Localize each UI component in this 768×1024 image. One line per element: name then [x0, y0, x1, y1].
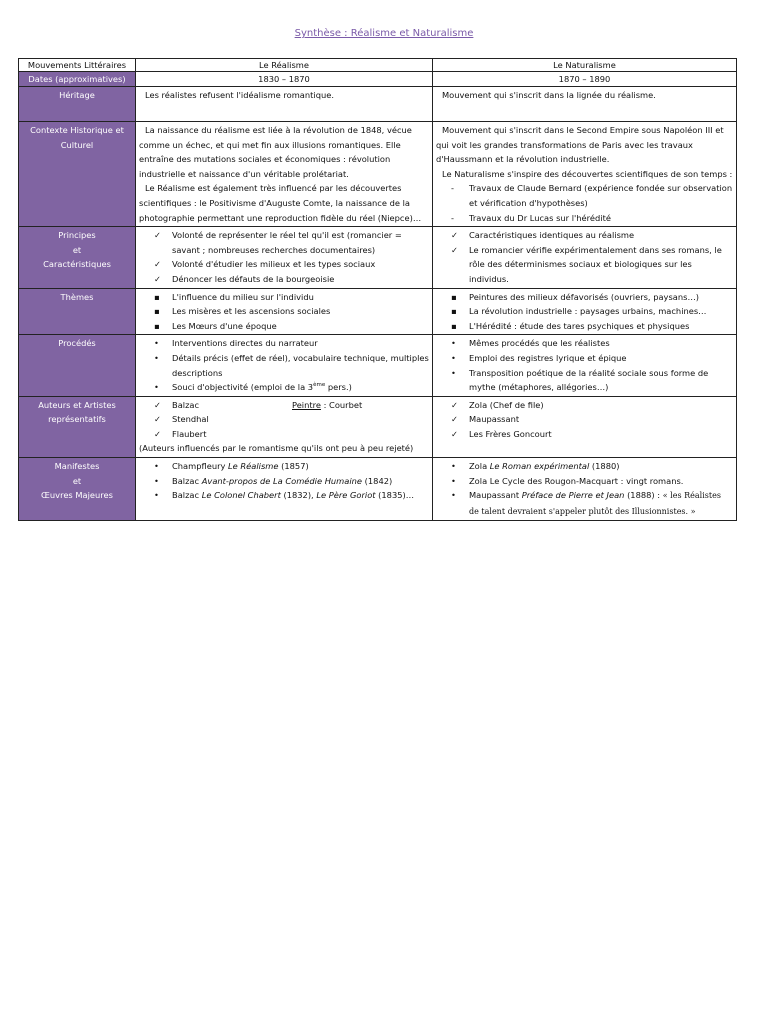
- header-realisme: Le Réalisme: [136, 59, 433, 72]
- check-icon: ✓: [154, 230, 161, 241]
- bullet-icon: ▪: [451, 320, 457, 331]
- synthesis-table: [18, 58, 737, 521]
- dash-marker: -: [451, 212, 454, 223]
- list-item: ✓ Volonté de représenter le réel tel qu'il est (romancier = savant ; nombreuses recherches documentaires): [154, 230, 402, 255]
- bullet-icon: ▪: [451, 306, 457, 317]
- list-item: ▪ Peintures des milieux défavorisés (ouvriers, paysans…): [436, 290, 733, 305]
- list-item: • Champfleury Le Réalisme (1857): [139, 459, 429, 474]
- bullet-icon: •: [451, 490, 456, 501]
- bullet-icon: •: [154, 490, 159, 501]
- illusionnistes-quote: « les Réalistes de talent devraient s'appeler plutôt des Illusionnistes. »: [469, 491, 721, 516]
- bullet-icon: •: [154, 382, 159, 393]
- list-item: • Zola Le Roman expérimental (1880): [436, 459, 733, 474]
- check-icon: ✓: [451, 428, 458, 439]
- bullet-icon: •: [451, 461, 456, 472]
- check-icon: ✓: [451, 244, 458, 255]
- list-item: - Travaux de Claude Bernard (expérience fondée sur observation et vérification d'hypothèses): [451, 183, 733, 208]
- heritage-naturalisme: [433, 87, 737, 122]
- dates-realisme: 1830 – 1870: [136, 72, 433, 87]
- principes-naturalisme: [433, 227, 737, 288]
- list-item: ✓ Maupassant: [436, 412, 733, 427]
- label-manifestes: Manifestes et Œuvres Majeures: [19, 458, 136, 521]
- row-auteurs: [19, 396, 737, 457]
- list-item: ✓ Volonté d'étudier les milieux et les types sociaux: [139, 257, 429, 272]
- list-item: ✓ Flaubert: [139, 427, 429, 442]
- bullet-icon: •: [451, 367, 456, 378]
- list-item: ▪ L'Hérédité : étude des tares psychiques et physiques: [436, 319, 733, 334]
- list-item: • Maupassant Préface de Pierre et Jean (1888) : « les Réalistes de talent devraient s'appeler plutôt des Illusionnistes. »: [451, 490, 721, 516]
- row-manifestes: [19, 458, 737, 521]
- bullet-icon: •: [451, 352, 456, 363]
- row-principes: [19, 227, 737, 288]
- list-item: ✓ Dénoncer les défauts de la bourgeoisie: [139, 272, 429, 287]
- list-item: • Détails précis (effet de réel), vocabulaire technique, multiples descriptions: [154, 352, 429, 378]
- heritage-naturalisme-text: Mouvement qui s'inscrit dans la lignée du réalisme.: [442, 90, 656, 100]
- list-item: • Balzac Le Colonel Chabert (1832), Le Père Goriot (1835)…: [139, 488, 429, 503]
- check-icon: ✓: [154, 259, 161, 270]
- bullet-icon: ▪: [154, 320, 160, 331]
- contexte-naturalisme-p1: Mouvement qui s'inscrit dans le Second Empire sous Napoléon III et qui voit les grandes transformations de Paris avec les travaux d'Haussmann et la révolution industrielle.: [436, 125, 724, 165]
- bullet-icon: •: [154, 475, 159, 486]
- list-item: • Emploi des registres lyrique et épique: [436, 351, 733, 366]
- bullet-icon: •: [154, 338, 159, 349]
- heritage-realisme-text: Les réalistes refusent l'idéalisme romantique.: [145, 90, 334, 100]
- label-themes: Thèmes: [19, 288, 136, 335]
- list-item: • Zola Le Cycle des Rougon-Macquart : vingt romans.: [436, 474, 733, 489]
- list-item: ▪ Les misères et les ascensions sociales: [139, 304, 429, 319]
- list-item: ✓ Les Frères Goncourt: [436, 427, 733, 442]
- row-dates: [19, 72, 737, 87]
- contexte-naturalisme-list: [436, 181, 733, 225]
- check-icon: ✓: [154, 399, 161, 410]
- list-item: ✓ Caractéristiques identiques au réalisme: [436, 228, 733, 243]
- bullet-icon: ▪: [451, 291, 457, 302]
- label-principes: Principes et Caractéristiques: [19, 227, 136, 288]
- heritage-realisme: [136, 87, 433, 122]
- check-icon: ✓: [451, 414, 458, 425]
- list-item: ▪ Les Mœurs d'une époque: [139, 319, 429, 334]
- check-icon: ✓: [154, 428, 161, 439]
- label-dates: Dates (approximatives): [19, 72, 136, 87]
- header-mouvements: Mouvements Littéraires: [19, 59, 136, 72]
- list-item: • Interventions directes du narrateur: [139, 336, 429, 351]
- bullet-icon: •: [451, 475, 456, 486]
- list-item: ✓ Balzac Peintre : Courbet: [139, 398, 429, 413]
- dash-marker: -: [451, 183, 454, 194]
- themes-realisme: [136, 288, 433, 335]
- label-auteurs: Auteurs et Artistes représentatifs: [19, 396, 136, 457]
- list-item: • Mêmes procédés que les réalistes: [436, 336, 733, 351]
- contexte-realisme: [136, 122, 433, 227]
- check-icon: ✓: [154, 273, 161, 284]
- manifestes-realisme: [136, 458, 433, 521]
- list-item: • Souci d'objectivité (emploi de la 3ème pers.): [139, 380, 429, 395]
- list-item: - Travaux du Dr Lucas sur l'hérédité: [436, 211, 733, 226]
- contexte-realisme-p1: La naissance du réalisme est liée à la révolution de 1848, vécue comme un échec, et qui met fin aux illusions romantiques. Elle entraîne des mutations sociales et économiques : révolution industrielle et naissance d'un véritable prolétariat.: [139, 125, 412, 179]
- bullet-icon: •: [154, 461, 159, 472]
- procedes-realisme: [136, 335, 433, 396]
- label-contexte: Contexte Historique et Culturel: [19, 122, 136, 227]
- principes-realisme: [136, 227, 433, 288]
- contexte-naturalisme-p2: Le Naturalisme s'inspire des découvertes scientifiques de son temps :: [442, 168, 733, 179]
- bullet-icon: ▪: [154, 291, 160, 302]
- contexte-naturalisme: [433, 122, 737, 227]
- contexte-realisme-p2: Le Réalisme est également très influencé par les découvertes scientifiques : le Positivisme d'Auguste Comte, la naissance de la photographie permettant une reproduction fidèle du réel (Niepce)…: [139, 183, 422, 223]
- label-heritage: Héritage: [19, 87, 136, 122]
- row-heritage: [19, 87, 737, 122]
- page-title: Synthèse : Réalisme et Naturalisme: [294, 28, 474, 39]
- list-item: • Balzac Avant-propos de La Comédie Humaine (1842): [139, 474, 429, 489]
- label-procedes: Procédés: [19, 335, 136, 396]
- check-icon: ✓: [154, 414, 161, 425]
- row-contexte: [19, 122, 737, 227]
- list-item: ✓ Le romancier vérifie expérimentalement dans ses romans, le rôle des déterminismes sociaux et biologiques sur les individus.: [451, 244, 722, 284]
- auteurs-note: (Auteurs influencés par le romantisme qu'ils ont peu à peu rejeté): [139, 443, 414, 454]
- bullet-icon: •: [451, 338, 456, 349]
- list-item: ✓ Zola (Chef de file): [436, 398, 733, 413]
- themes-naturalisme: [433, 288, 737, 335]
- dates-naturalisme: 1870 – 1890: [433, 72, 737, 87]
- peintre-label: Peintre: [292, 399, 321, 410]
- header-naturalisme: Le Naturalisme: [433, 59, 737, 72]
- check-icon: ✓: [451, 230, 458, 241]
- check-icon: ✓: [451, 399, 458, 410]
- row-procedes: [19, 335, 737, 396]
- header-row: [19, 59, 737, 72]
- list-item: ▪ La révolution industrielle : paysages urbains, machines…: [436, 304, 733, 319]
- list-item: • Transposition poétique de la réalité sociale sous forme de mythe (métaphores, allégories…): [451, 367, 709, 393]
- list-item: ▪ L'influence du milieu sur l'individu: [139, 290, 429, 305]
- manifestes-naturalisme: [433, 458, 737, 521]
- procedes-naturalisme: [433, 335, 737, 396]
- row-themes: [19, 288, 737, 335]
- auteurs-naturalisme: [433, 396, 737, 457]
- auteurs-realisme: [136, 396, 433, 457]
- list-item: ✓ Stendhal: [139, 412, 429, 427]
- bullet-icon: ▪: [154, 306, 160, 317]
- bullet-icon: •: [154, 352, 159, 363]
